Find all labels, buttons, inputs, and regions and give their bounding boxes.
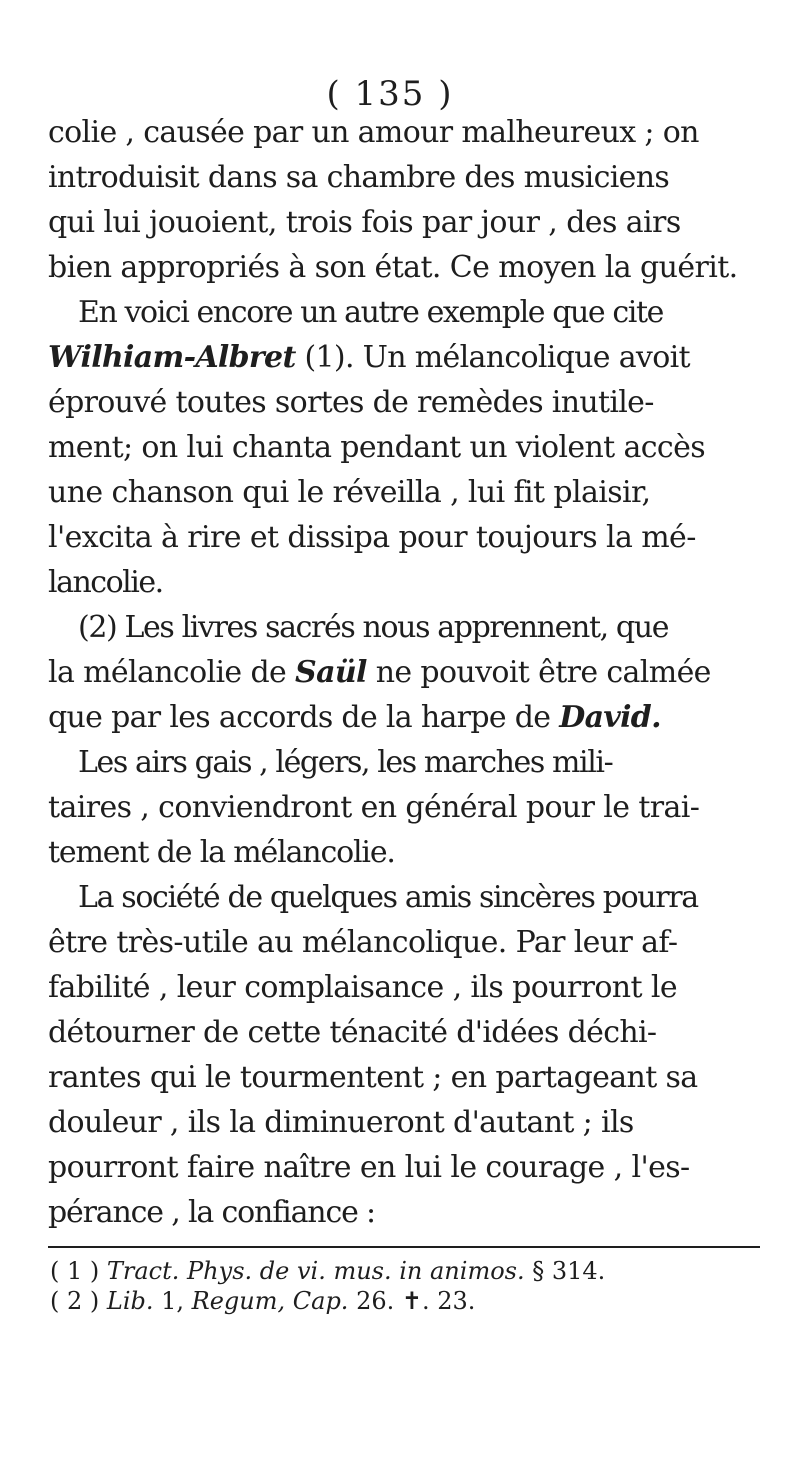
text-run: bien appropriés à son état. Ce moyen la guérit. bbox=[48, 250, 738, 285]
text-line bbox=[48, 833, 798, 873]
footnote-italic-run: Lib. bbox=[106, 1287, 154, 1315]
text-line bbox=[78, 608, 800, 648]
italic-run: Saül bbox=[295, 655, 367, 690]
text-line bbox=[48, 968, 798, 1008]
text-line bbox=[48, 563, 798, 603]
text-line bbox=[48, 1148, 798, 1188]
text-run: qui lui jouoient, trois fois par jour , des airs bbox=[48, 205, 681, 240]
text-line bbox=[48, 1103, 798, 1143]
text-run: une chanson qui le réveilla , lui fit plaisir, bbox=[48, 475, 651, 510]
text-run: taires , conviendront en général pour le trai- bbox=[48, 790, 700, 825]
text-run: douleur , ils la diminueront d'autant ; ils bbox=[48, 1105, 634, 1140]
page-number bbox=[0, 74, 800, 114]
text-run: éprouvé toutes sortes de remèdes inutile- bbox=[48, 385, 654, 420]
page-number-text: ( 135 ) bbox=[326, 74, 454, 114]
text-run: être très-utile au mélancolique. Par leur af- bbox=[48, 925, 678, 960]
text-line bbox=[48, 203, 798, 243]
text-run: que par les accords de la harpe de bbox=[48, 700, 560, 735]
text-line bbox=[48, 1013, 798, 1053]
text-line bbox=[48, 383, 798, 423]
text-run: (1). Un mélancolique avoit bbox=[295, 340, 690, 375]
text-run: pérance , la confiance : bbox=[48, 1195, 375, 1230]
footnote-italic-run: Regum, Cap. bbox=[191, 1287, 349, 1315]
footnote-text-run: § 314. bbox=[524, 1257, 606, 1285]
text-run: ne pouvoit être calmée bbox=[366, 655, 711, 690]
text-run: En voici encore un autre exemple que cite bbox=[78, 295, 663, 330]
text-line bbox=[48, 518, 798, 558]
text-line bbox=[78, 878, 800, 918]
footnote-italic-run: Tract. Phys. de vi. mus. in animos. bbox=[106, 1257, 525, 1285]
text-line bbox=[48, 113, 798, 153]
text-line bbox=[48, 158, 798, 198]
text-run: colie , causée par un amour malheureux ; on bbox=[48, 115, 699, 150]
text-line bbox=[78, 743, 800, 783]
text-run: tement de la mélancolie. bbox=[48, 835, 395, 870]
text-line bbox=[48, 428, 798, 468]
text-run: la mélancolie de bbox=[48, 655, 296, 690]
footnote bbox=[50, 1286, 750, 1316]
text-line bbox=[48, 338, 798, 378]
footnote-text-run: 26. ✝. 23. bbox=[348, 1287, 476, 1315]
text-run: pourront faire naître en lui le courage , l'es- bbox=[48, 1150, 690, 1185]
text-line bbox=[48, 473, 798, 513]
text-run: détourner de cette ténacité d'idées déchi- bbox=[48, 1015, 657, 1050]
text-run: l'excita à rire et dissipa pour toujours la mé- bbox=[48, 520, 696, 555]
text-run: rantes qui le tourmentent ; en partageant sa bbox=[48, 1060, 698, 1095]
text-run: lancolie. bbox=[48, 565, 163, 600]
italic-run: Wilhiam-Albret bbox=[48, 340, 296, 375]
text-run: (2) Les livres sacrés nous apprennent, que bbox=[78, 610, 669, 645]
footnote-rule bbox=[48, 1246, 760, 1248]
footnote-text-run: ( 2 ) bbox=[50, 1287, 107, 1315]
footnote-text-run: ( 1 ) bbox=[50, 1257, 107, 1285]
text-line bbox=[48, 653, 798, 693]
text-line bbox=[48, 248, 798, 288]
text-run: ment; on lui chanta pendant un violent accès bbox=[48, 430, 705, 465]
text-run: La société de quelques amis sincères pourra bbox=[78, 880, 698, 915]
text-line bbox=[48, 1193, 798, 1233]
text-run: Les airs gais , légers, les marches mili- bbox=[78, 745, 613, 780]
text-run: introduisit dans sa chambre des musiciens bbox=[48, 160, 670, 195]
footnote bbox=[50, 1256, 750, 1286]
text-line bbox=[48, 698, 798, 738]
text-line bbox=[78, 293, 800, 333]
text-line bbox=[48, 788, 798, 828]
text-line bbox=[48, 923, 798, 963]
italic-run: David. bbox=[559, 700, 661, 735]
text-run: fabilité , leur complaisance , ils pourront le bbox=[48, 970, 678, 1005]
text-line bbox=[48, 1058, 798, 1098]
footnote-text-run: 1, bbox=[153, 1287, 192, 1315]
